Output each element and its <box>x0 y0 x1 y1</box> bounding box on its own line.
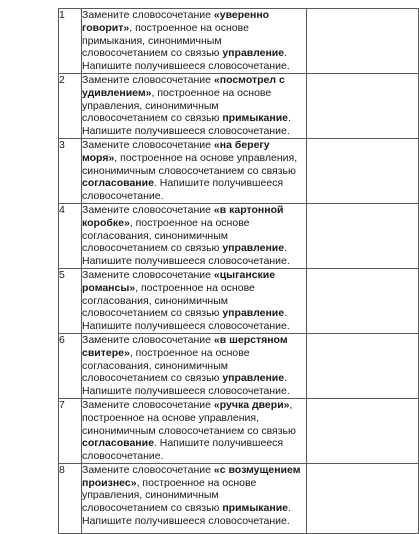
table-row <box>59 398 419 463</box>
task-phrase: «в картонной коробке» <box>82 203 284 229</box>
task-ending: . Напишите получившееся словосочетание. <box>82 242 290 268</box>
answer-cell[interactable] <box>307 73 419 138</box>
task-ending: . Напишите получившееся словосочетание. <box>82 307 290 333</box>
answer-cell[interactable] <box>307 463 419 533</box>
task-intro: Замените словосочетание <box>82 203 214 216</box>
task-phrase: «цыганские романсы» <box>82 268 276 294</box>
task-ending: . Напишите получившееся словосочетание. <box>82 177 284 203</box>
answer-cell[interactable] <box>307 333 419 398</box>
task-link-type: управление <box>222 372 285 385</box>
task-ending: . Напишите получившееся словосочетание. <box>82 47 290 73</box>
table-row <box>59 138 419 203</box>
task-link-type: согласование <box>82 177 154 190</box>
task-phrase: «в шерстяном свитере» <box>82 333 288 359</box>
task-phrase: «уверенно говорит» <box>82 9 270 34</box>
table-row <box>59 9 419 74</box>
task-text <box>82 9 307 74</box>
table-row <box>59 203 419 268</box>
answer-cell[interactable] <box>307 398 419 463</box>
task-ending: . Напишите получившееся словосочетание. <box>82 112 291 138</box>
task-text <box>82 138 307 203</box>
task-text <box>82 463 307 533</box>
task-intro: Замените словосочетание <box>82 268 214 281</box>
task-link-type: примыкание <box>222 502 289 515</box>
task-middle: , построенное на основе примыкания, синонимичным словосочетанием со связью <box>82 21 249 60</box>
task-intro: Замените словосочетание <box>82 398 214 411</box>
task-text <box>82 333 307 398</box>
task-ending: . Напишите получившееся словосочетание. <box>82 437 284 463</box>
task-ending: . Напишите получившееся словосочетание. <box>82 372 290 398</box>
task-ending: . Напишите получившееся словосочетание. <box>82 502 291 528</box>
answer-cell[interactable] <box>307 203 419 268</box>
task-text <box>82 203 307 268</box>
task-intro: Замените словосочетание <box>82 138 214 151</box>
task-middle: , построенное на основе управления, синонимичным словосочетанием со связью <box>82 398 296 437</box>
task-text <box>82 73 307 138</box>
task-number: 4 <box>59 203 82 268</box>
task-number: 3 <box>59 138 82 203</box>
task-middle: , построенное на основе согласования, синонимичным словосочетанием со связью <box>82 281 255 320</box>
task-link-type: согласование <box>82 437 154 450</box>
task-number: 2 <box>59 73 82 138</box>
task-intro: Замените словосочетание <box>82 73 214 86</box>
task-link-type: управление <box>222 242 285 255</box>
task-phrase: «на берегу моря» <box>82 138 270 164</box>
task-text <box>82 398 307 463</box>
task-middle: , построенное на основе согласования, синонимичным словосочетанием со связью <box>82 346 250 385</box>
task-link-type: управление <box>222 47 285 60</box>
task-intro: Замените словосочетание <box>82 333 214 346</box>
task-intro: Замените словосочетание <box>82 9 214 21</box>
task-intro: Замените словосочетание <box>82 463 214 476</box>
table-row <box>59 268 419 333</box>
task-middle: , построенное на основе управления, синонимичным словосочетанием со связью <box>82 86 272 125</box>
answer-cell[interactable] <box>307 9 419 74</box>
task-text <box>82 268 307 333</box>
table-row <box>59 73 419 138</box>
task-number: 6 <box>59 333 82 398</box>
answer-cell[interactable] <box>307 268 419 333</box>
task-phrase: «ручка двери» <box>213 398 290 411</box>
task-middle: , построенное на основе согласования, синонимичным словосочетанием со связью <box>82 216 250 255</box>
task-phrase: «с возмущением произнес» <box>82 463 301 489</box>
task-link-type: управление <box>222 307 285 320</box>
table-row <box>59 463 419 533</box>
task-number: 1 <box>59 9 82 74</box>
task-number: 7 <box>59 398 82 463</box>
task-middle: , построенное на основе управления, синонимичным словосочетанием со связью <box>82 151 298 177</box>
answer-cell[interactable] <box>307 138 419 203</box>
tasks-table <box>58 8 419 534</box>
task-phrase: «посмотрел с удивлением» <box>82 73 285 99</box>
table-row <box>59 333 419 398</box>
task-number: 8 <box>59 463 82 533</box>
task-number: 5 <box>59 268 82 333</box>
task-link-type: примыкание <box>222 112 289 125</box>
task-middle: , построенное на основе управления, синонимичным словосочетанием со связью <box>82 476 257 515</box>
